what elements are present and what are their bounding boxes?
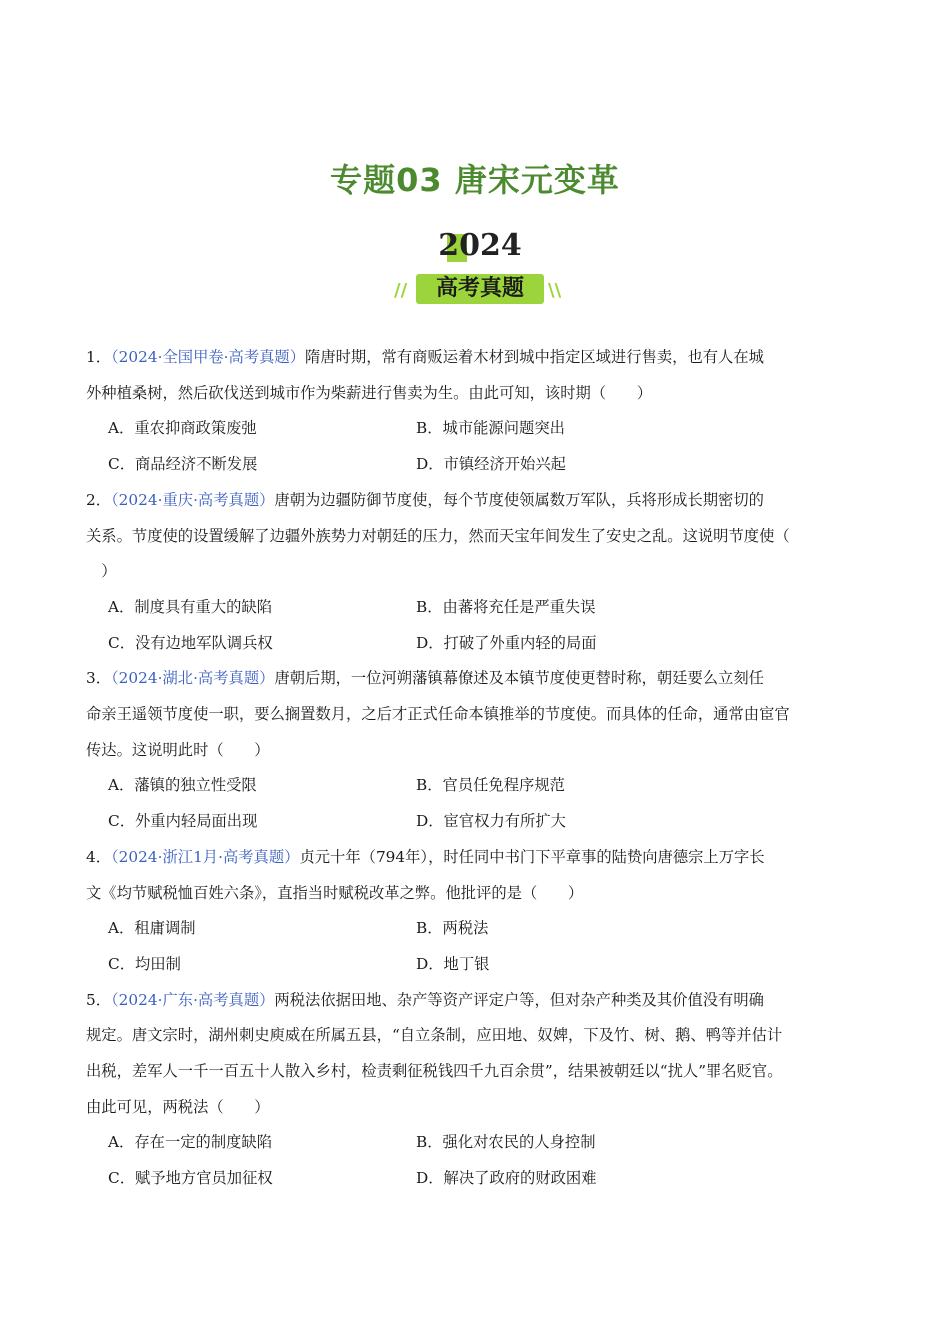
option-a: A．存在一定的制度缺陷 [108, 1133, 273, 1152]
option-c: C．商品经济不断发展 [108, 455, 258, 474]
option-c: C．没有边地军队调兵权 [108, 633, 273, 652]
question-stem [86, 983, 866, 1019]
question-number: 5． [86, 990, 112, 1009]
option-grid [86, 1125, 866, 1196]
option-b: B．两税法 [416, 919, 489, 938]
question-text: 隋唐时期，常有商贩运着木材到城中指定区域进行售卖，也有人在城 [305, 348, 764, 366]
question-number: 3． [86, 669, 112, 688]
question-list [86, 340, 866, 1197]
question-stem [86, 661, 866, 697]
page-title: 专题03 唐宋元变革 [330, 161, 620, 199]
question-source: （2024·全国甲卷·高考真题） [111, 348, 306, 366]
question-3 [86, 661, 866, 840]
option-c: C．均田制 [108, 954, 181, 973]
question-text: 唐朝为边疆防御节度使，每个节度使领属数万军队，兵将形成长期密切的 [274, 490, 764, 509]
option-a: A．租庸调制 [108, 919, 196, 938]
badge-year: 2024 [438, 228, 522, 263]
option-c: C．赋予地方官员加征权 [108, 1169, 273, 1188]
option-c: C．外重内轻局面出现 [108, 812, 258, 831]
option-b: B．强化对农民的人身控制 [416, 1133, 596, 1152]
question-source: （2024·浙江1月·高考真题） [111, 847, 300, 866]
option-grid [86, 911, 866, 982]
question-text: 外种植桑树，然后砍伐送到城市作为柴薪进行售卖为生。由此可知，该时期（ ） [86, 383, 652, 402]
option-grid [86, 768, 866, 839]
question-text: 贞元十年（794年），时任同中书门下平章事的陆贽向唐德宗上万字长 [299, 847, 765, 866]
question-number: 4． [86, 847, 112, 866]
badge-label: 高考真题 [416, 274, 544, 304]
option-d: D．宦官权力有所扩大 [416, 812, 566, 831]
question-text: 唐朝后期，一位河朔藩镇幕僚述及本镇节度使更替时称，朝廷要么立刻任 [274, 669, 764, 688]
option-grid [86, 411, 866, 482]
exam-badge [390, 228, 570, 308]
option-grid [86, 590, 866, 661]
left-slash-decoration: // [394, 280, 408, 301]
option-b: B．城市能源问题突出 [416, 419, 565, 438]
option-d: D．打破了外重内轻的局面 [416, 633, 597, 652]
question-4 [86, 840, 866, 983]
question-stem [86, 483, 866, 519]
option-d: D．地丁银 [416, 954, 490, 973]
question-stem [86, 340, 866, 376]
right-slash-decoration: \\ [548, 280, 562, 301]
question-source: （2024·广东·高考真题） [111, 990, 275, 1009]
option-d: D．解决了政府的财政困难 [416, 1169, 597, 1188]
question-text: 命亲王遥领节度使一职，要么搁置数月，之后才正式任命本镇推举的节度使。而具体的任命，通常由宦官 [86, 705, 790, 724]
question-number: 1． [86, 348, 112, 366]
question-2 [86, 483, 866, 662]
question-number: 2． [86, 490, 112, 509]
option-b: B．官员任免程序规范 [416, 776, 565, 795]
option-a: A．重农抑商政策废弛 [108, 419, 257, 438]
question-source: （2024·重庆·高考真题） [111, 490, 275, 509]
question-text: 由此可见，两税法（ ） [86, 1097, 270, 1116]
question-source: （2024·湖北·高考真题） [111, 669, 275, 688]
option-a: A．制度具有重大的缺陷 [108, 597, 273, 616]
question-text: 传达。这说明此时（ ） [86, 740, 270, 759]
question-text: 两税法依据田地、杂产等资产评定户等，但对杂产种类及其价值没有明确 [274, 990, 764, 1009]
question-text: 出税，差军人一千一百五十人散入乡村，检责剩征税钱四千九百余贯”，结果被朝廷以“扰人”罪名贬官。 [86, 1062, 783, 1081]
question-1 [86, 340, 866, 483]
option-d: D．市镇经济开始兴起 [416, 455, 566, 474]
option-b: B．由蕃将充任是严重失误 [416, 597, 596, 616]
question-5 [86, 983, 866, 1197]
question-text: 文《均节赋税恤百姓六条》，直指当时赋税改革之弊。他批评的是（ ） [86, 883, 584, 902]
question-stem [86, 840, 866, 876]
option-a: A．藩镇的独立性受限 [108, 776, 257, 795]
question-text: ） [86, 562, 117, 581]
question-text: 规定。唐文宗时，湖州刺史庾威在所属五县，“自立条制，应田地、奴婢，下及竹、树、鹅、鸭等并估计 [86, 1026, 783, 1045]
question-text: 关系。节度使的设置缓解了边疆外族势力对朝廷的压力，然而天宝年间发生了安史之乱。这说明节度使（ [86, 526, 790, 545]
